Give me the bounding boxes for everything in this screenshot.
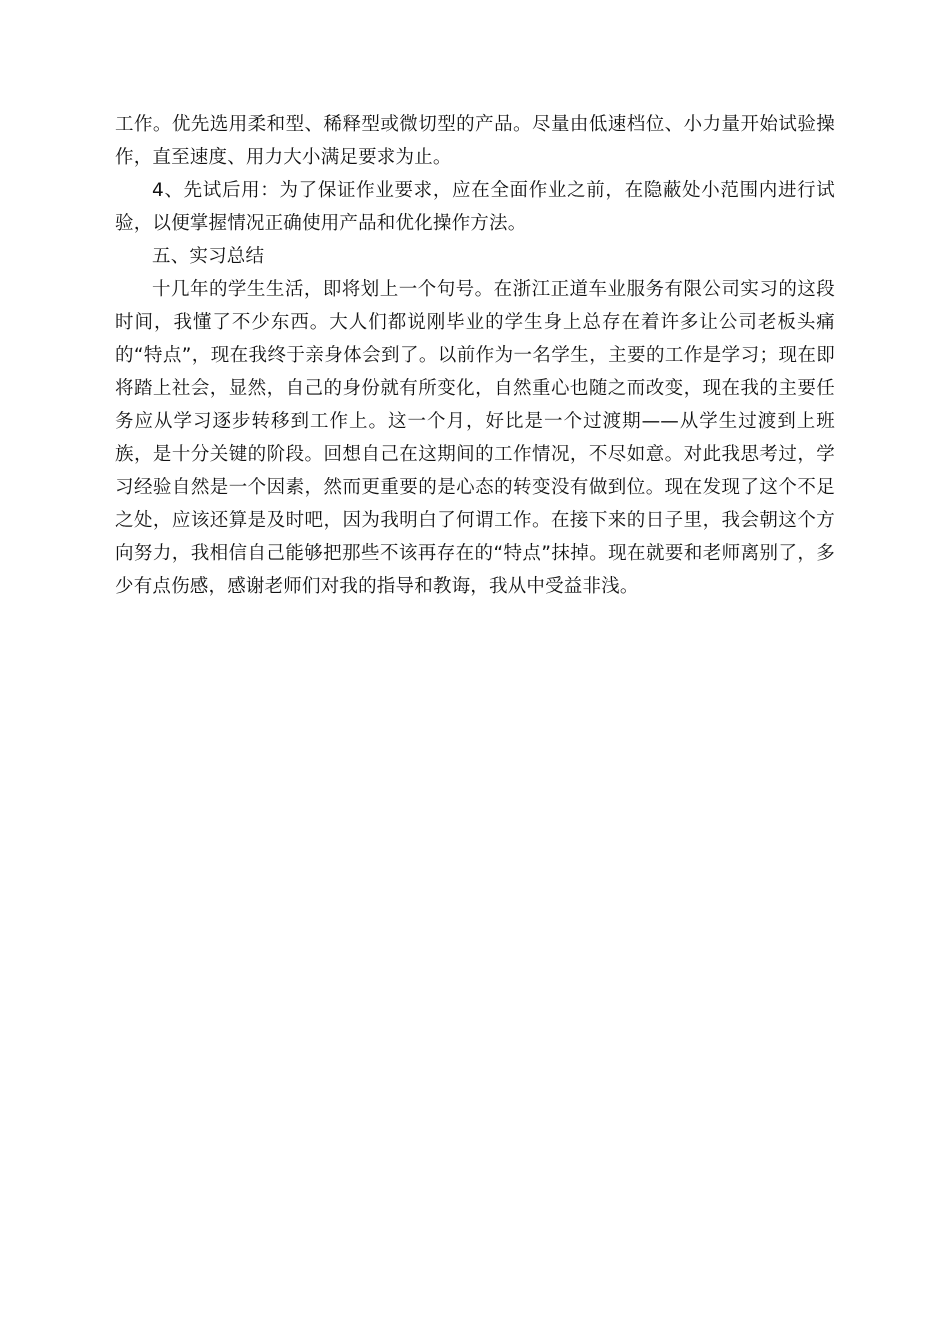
document-body bbox=[115, 108, 835, 603]
section-heading-summary: 五、实习总结 bbox=[152, 246, 265, 267]
paragraph-continuation: 工作。优先选用柔和型、稀释型或微切型的产品。尽量由低速档位、小力量开始试验操作，直至速度、用力大小满足要求为止。 bbox=[115, 114, 835, 168]
paragraph-summary: 十几年的学生生活，即将划上一个句号。在浙江正道车业服务有限公司实习的这段时间，我懂了不少东西。大人们都说刚毕业的学生身上总存在着许多让公司老板头痛的“特点”，现在我终于亲身体会到了。以前作为一名学生，主要的工作是学习；现在即将踏上社会，显然，自己的身份就有所变化，自然重心也随之而改变，现在我的主要任务应从学习逐步转移到工作上。这一个月，好比是一个过渡期——从学生过渡到上班族，是十分关键的阶段。回想自己在这期间的工作情况，不尽如意。对此我思考过，学习经验自然是一个因素，然而更重要的是心态的转变没有做到位。现在发现了这个不足之处，应该还算是及时吧，因为我明白了何谓工作。在接下来的日子里，我会朝这个方向努力，我相信自己能够把那些不该再存在的“特点”抹掉。现在就要和老师离别了，多少有点伤感，感谢老师们对我的指导和教诲，我从中受益非浅。 bbox=[115, 279, 835, 597]
paragraph-trial-use: 4、先试后用：为了保证作业要求，应在全面作业之前，在隐蔽处小范围内进行试验，以便掌握情况正确使用产品和优化操作方法。 bbox=[115, 180, 835, 234]
